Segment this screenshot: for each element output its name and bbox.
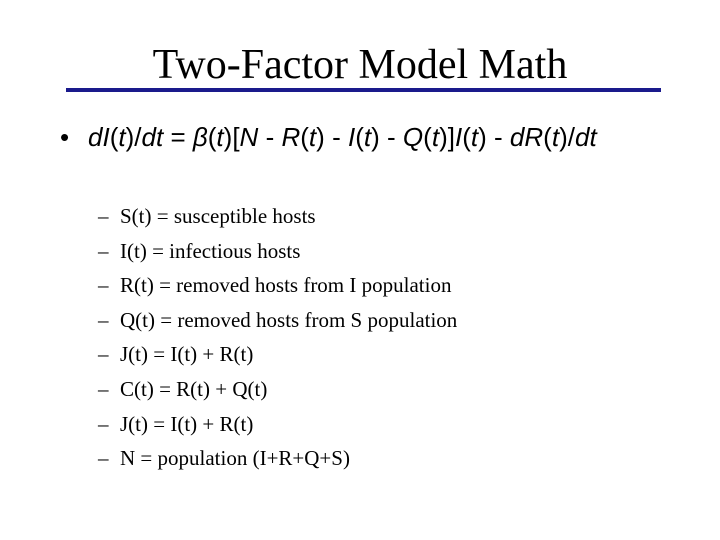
list-item bbox=[98, 372, 658, 407]
list-item-text: Q(t) = removed hosts from S population bbox=[120, 307, 458, 332]
main-bullet bbox=[60, 119, 630, 156]
dash-marker: – bbox=[98, 446, 109, 471]
dash-marker: – bbox=[98, 273, 109, 298]
definitions-list bbox=[98, 199, 658, 476]
list-item bbox=[98, 234, 658, 269]
list-item-text: R(t) = removed hosts from I population bbox=[120, 273, 452, 298]
list-item-text: N = population (I+R+Q+S) bbox=[120, 446, 350, 471]
slide-title: Two-Factor Model Math bbox=[152, 42, 568, 88]
list-item bbox=[98, 407, 658, 442]
list-item-text: J(t) = I(t) + R(t) bbox=[120, 411, 254, 436]
list-item bbox=[98, 268, 658, 303]
title-underline bbox=[66, 88, 661, 92]
list-item-text: S(t) = susceptible hosts bbox=[120, 204, 316, 228]
dash-marker: – bbox=[98, 342, 109, 367]
bullet-marker: • bbox=[60, 122, 70, 152]
list-item-text: I(t) = infectious hosts bbox=[120, 238, 301, 263]
list-item bbox=[98, 199, 658, 234]
list-item bbox=[98, 337, 658, 372]
dash-marker: – bbox=[98, 376, 109, 401]
dash-marker: – bbox=[98, 307, 109, 332]
list-item-text: J(t) = I(t) + R(t) bbox=[120, 342, 254, 367]
list-item bbox=[98, 303, 658, 338]
list-item bbox=[98, 441, 658, 476]
dash-marker: – bbox=[98, 411, 109, 436]
dash-marker: – bbox=[98, 238, 109, 263]
equation-text: dI(t)/dt = β(t)[N - R(t) - I(t) - Q(t)]I(t) - dR(t)/dt bbox=[88, 122, 597, 152]
list-item-text: C(t) = R(t) + Q(t) bbox=[120, 376, 268, 401]
dash-marker: – bbox=[98, 204, 109, 228]
